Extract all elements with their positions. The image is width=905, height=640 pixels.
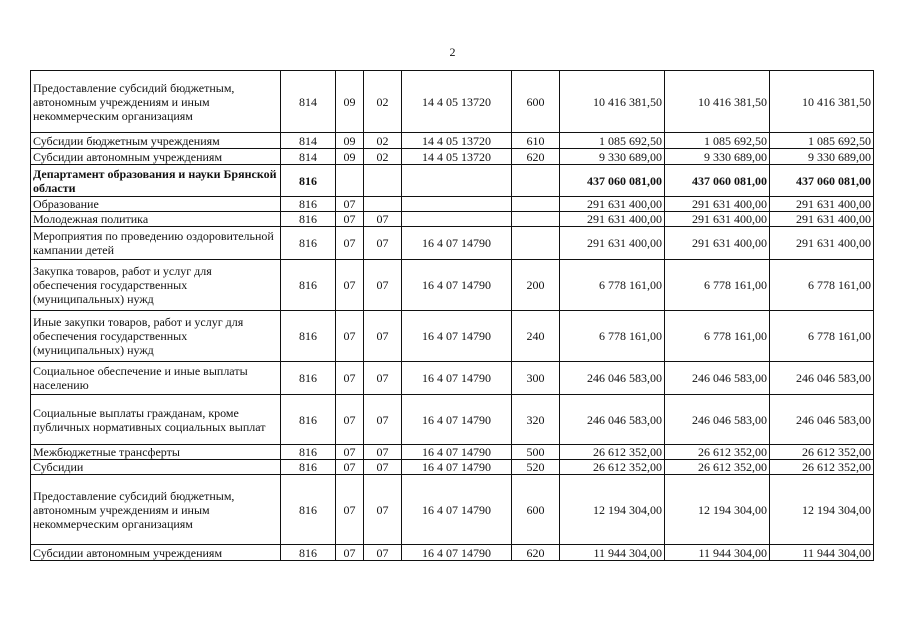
item-name-cell: Закупка товаров, работ и услуг для обеспечения государственных (муниципальных) нужд: [31, 260, 281, 311]
item-name-cell: Предоставление субсидий бюджетным, автономным учреждениям и иным некоммерческим организациям: [31, 475, 281, 545]
department-code-cell: 814: [281, 71, 336, 133]
subsection-cell: 02: [364, 71, 402, 133]
budget-table: [30, 70, 874, 561]
item-name-cell: Межбюджетные трансферты: [31, 445, 281, 460]
target-article-cell: [402, 197, 512, 212]
expense-type-cell: [512, 165, 560, 197]
amount-2-cell: 11 944 304,00: [665, 545, 770, 561]
table-row: [31, 395, 874, 445]
amount-2-cell: 291 631 400,00: [665, 227, 770, 260]
section-cell: [336, 165, 364, 197]
target-article-cell: 16 4 07 14790: [402, 475, 512, 545]
table-row: [31, 362, 874, 395]
section-cell: 09: [336, 133, 364, 149]
section-cell: 07: [336, 362, 364, 395]
section-cell: 07: [336, 445, 364, 460]
table-row: [31, 197, 874, 212]
expense-type-cell: 620: [512, 149, 560, 165]
amount-1-cell: 291 631 400,00: [560, 197, 665, 212]
table-row: [31, 475, 874, 545]
department-code-cell: 816: [281, 311, 336, 362]
amount-3-cell: 291 631 400,00: [770, 227, 874, 260]
subsection-cell: 07: [364, 445, 402, 460]
amount-3-cell: 6 778 161,00: [770, 260, 874, 311]
section-cell: 07: [336, 260, 364, 311]
subsection-cell: [364, 197, 402, 212]
item-name-cell: Предоставление субсидий бюджетным, автономным учреждениям и иным некоммерческим организациям: [31, 71, 281, 133]
amount-3-cell: 26 612 352,00: [770, 460, 874, 475]
expense-type-cell: 500: [512, 445, 560, 460]
item-name-cell: Социальное обеспечение и иные выплаты населению: [31, 362, 281, 395]
amount-2-cell: 246 046 583,00: [665, 362, 770, 395]
amount-3-cell: 10 416 381,50: [770, 71, 874, 133]
expense-type-cell: 600: [512, 475, 560, 545]
amount-1-cell: 26 612 352,00: [560, 460, 665, 475]
amount-2-cell: 246 046 583,00: [665, 395, 770, 445]
amount-1-cell: 6 778 161,00: [560, 311, 665, 362]
table-row: [31, 165, 874, 197]
amount-3-cell: 437 060 081,00: [770, 165, 874, 197]
table-row: [31, 149, 874, 165]
amount-2-cell: 291 631 400,00: [665, 212, 770, 227]
section-cell: 07: [336, 227, 364, 260]
expense-type-cell: 600: [512, 71, 560, 133]
section-cell: 07: [336, 212, 364, 227]
target-article-cell: 16 4 07 14790: [402, 460, 512, 475]
department-code-cell: 816: [281, 227, 336, 260]
subsection-cell: 07: [364, 260, 402, 311]
expense-type-cell: 240: [512, 311, 560, 362]
amount-3-cell: 9 330 689,00: [770, 149, 874, 165]
expense-type-cell: 320: [512, 395, 560, 445]
item-name-cell: Социальные выплаты гражданам, кроме публичных нормативных социальных выплат: [31, 395, 281, 445]
department-code-cell: 816: [281, 362, 336, 395]
target-article-cell: 16 4 07 14790: [402, 545, 512, 561]
section-cell: 07: [336, 197, 364, 212]
section-cell: 07: [336, 460, 364, 475]
subsection-cell: 07: [364, 395, 402, 445]
department-code-cell: 816: [281, 445, 336, 460]
subsection-cell: [364, 165, 402, 197]
expense-type-cell: [512, 212, 560, 227]
table-row: [31, 71, 874, 133]
amount-1-cell: 437 060 081,00: [560, 165, 665, 197]
target-article-cell: 16 4 07 14790: [402, 395, 512, 445]
target-article-cell: [402, 212, 512, 227]
section-cell: 07: [336, 475, 364, 545]
department-code-cell: 814: [281, 133, 336, 149]
table-row: [31, 460, 874, 475]
table-row: [31, 545, 874, 561]
expense-type-cell: 520: [512, 460, 560, 475]
subsection-cell: 02: [364, 133, 402, 149]
item-name-cell: Департамент образования и науки Брянской области: [31, 165, 281, 197]
item-name-cell: Образование: [31, 197, 281, 212]
amount-3-cell: 12 194 304,00: [770, 475, 874, 545]
amount-1-cell: 291 631 400,00: [560, 227, 665, 260]
expense-type-cell: [512, 227, 560, 260]
department-code-cell: 814: [281, 149, 336, 165]
department-code-cell: 816: [281, 260, 336, 311]
amount-2-cell: 12 194 304,00: [665, 475, 770, 545]
amount-1-cell: 6 778 161,00: [560, 260, 665, 311]
item-name-cell: Субсидии автономным учреждениям: [31, 545, 281, 561]
expense-type-cell: 610: [512, 133, 560, 149]
item-name-cell: Субсидии автономным учреждениям: [31, 149, 281, 165]
section-cell: 07: [336, 311, 364, 362]
amount-1-cell: 12 194 304,00: [560, 475, 665, 545]
subsection-cell: 07: [364, 227, 402, 260]
amount-2-cell: 437 060 081,00: [665, 165, 770, 197]
amount-1-cell: 1 085 692,50: [560, 133, 665, 149]
expense-type-cell: [512, 197, 560, 212]
item-name-cell: Субсидии бюджетным учреждениям: [31, 133, 281, 149]
target-article-cell: 16 4 07 14790: [402, 362, 512, 395]
amount-1-cell: 26 612 352,00: [560, 445, 665, 460]
table-row: [31, 133, 874, 149]
subsection-cell: 02: [364, 149, 402, 165]
target-article-cell: 16 4 07 14790: [402, 311, 512, 362]
expense-type-cell: 200: [512, 260, 560, 311]
item-name-cell: Иные закупки товаров, работ и услуг для обеспечения государственных (муниципальных) нужд: [31, 311, 281, 362]
amount-3-cell: 291 631 400,00: [770, 197, 874, 212]
amount-3-cell: 246 046 583,00: [770, 395, 874, 445]
amount-2-cell: 26 612 352,00: [665, 445, 770, 460]
amount-1-cell: 9 330 689,00: [560, 149, 665, 165]
department-code-cell: 816: [281, 395, 336, 445]
amount-2-cell: 6 778 161,00: [665, 311, 770, 362]
subsection-cell: 07: [364, 460, 402, 475]
department-code-cell: 816: [281, 212, 336, 227]
department-code-cell: 816: [281, 475, 336, 545]
amount-3-cell: 1 085 692,50: [770, 133, 874, 149]
section-cell: 09: [336, 71, 364, 133]
amount-2-cell: 1 085 692,50: [665, 133, 770, 149]
amount-1-cell: 10 416 381,50: [560, 71, 665, 133]
amount-2-cell: 6 778 161,00: [665, 260, 770, 311]
department-code-cell: 816: [281, 165, 336, 197]
target-article-cell: 14 4 05 13720: [402, 149, 512, 165]
table-row: [31, 311, 874, 362]
department-code-cell: 816: [281, 197, 336, 212]
section-cell: 07: [336, 395, 364, 445]
target-article-cell: [402, 165, 512, 197]
expense-type-cell: 300: [512, 362, 560, 395]
table-row: [31, 227, 874, 260]
department-code-cell: 816: [281, 460, 336, 475]
amount-1-cell: 291 631 400,00: [560, 212, 665, 227]
amount-2-cell: 291 631 400,00: [665, 197, 770, 212]
amount-2-cell: 10 416 381,50: [665, 71, 770, 133]
subsection-cell: 07: [364, 475, 402, 545]
amount-1-cell: 246 046 583,00: [560, 362, 665, 395]
amount-3-cell: 246 046 583,00: [770, 362, 874, 395]
subsection-cell: 07: [364, 362, 402, 395]
section-cell: 07: [336, 545, 364, 561]
subsection-cell: 07: [364, 545, 402, 561]
target-article-cell: 16 4 07 14790: [402, 445, 512, 460]
amount-3-cell: 6 778 161,00: [770, 311, 874, 362]
target-article-cell: 16 4 07 14790: [402, 260, 512, 311]
table-row: [31, 260, 874, 311]
section-cell: 09: [336, 149, 364, 165]
amount-1-cell: 246 046 583,00: [560, 395, 665, 445]
department-code-cell: 816: [281, 545, 336, 561]
amount-2-cell: 26 612 352,00: [665, 460, 770, 475]
amount-3-cell: 291 631 400,00: [770, 212, 874, 227]
item-name-cell: Молодежная политика: [31, 212, 281, 227]
page-number: 2: [449, 45, 456, 59]
table-row: [31, 212, 874, 227]
target-article-cell: 16 4 07 14790: [402, 227, 512, 260]
amount-2-cell: 9 330 689,00: [665, 149, 770, 165]
item-name-cell: Субсидии: [31, 460, 281, 475]
amount-1-cell: 11 944 304,00: [560, 545, 665, 561]
subsection-cell: 07: [364, 212, 402, 227]
expense-type-cell: 620: [512, 545, 560, 561]
subsection-cell: 07: [364, 311, 402, 362]
table-row: [31, 445, 874, 460]
table-body: [31, 71, 874, 561]
target-article-cell: 14 4 05 13720: [402, 133, 512, 149]
item-name-cell: Мероприятия по проведению оздоровительной кампании детей: [31, 227, 281, 260]
amount-3-cell: 26 612 352,00: [770, 445, 874, 460]
target-article-cell: 14 4 05 13720: [402, 71, 512, 133]
amount-3-cell: 11 944 304,00: [770, 545, 874, 561]
